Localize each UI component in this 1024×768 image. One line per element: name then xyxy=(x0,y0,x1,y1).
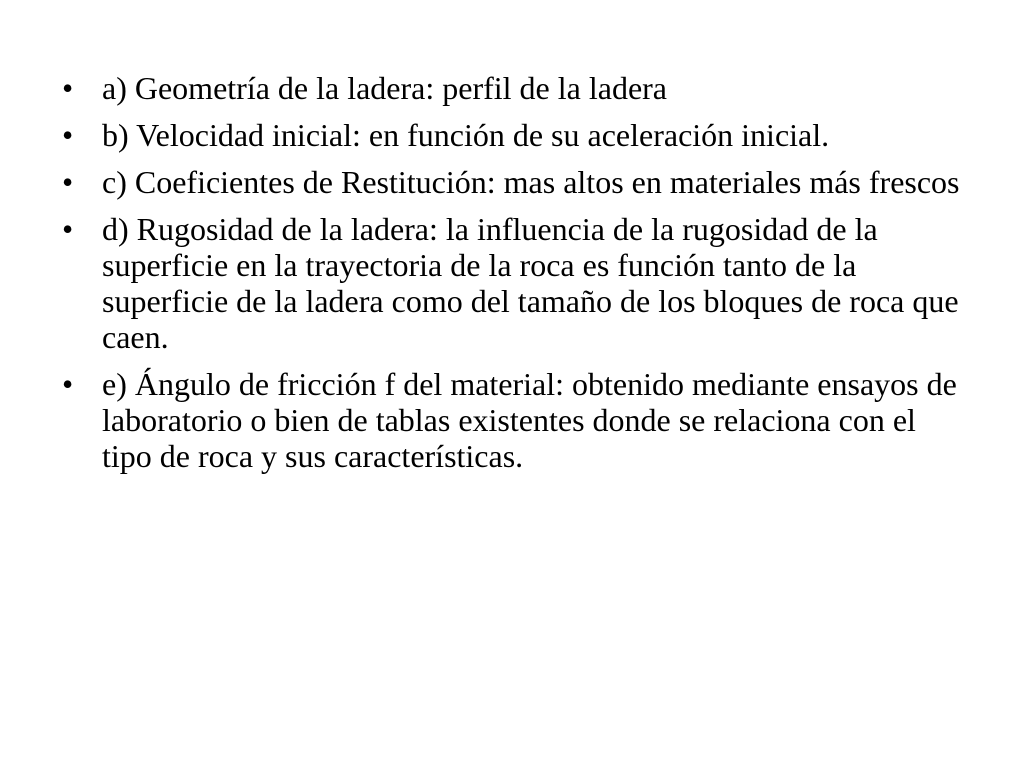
list-item-d xyxy=(62,211,962,355)
bullet-icon: • xyxy=(62,211,74,247)
bullet-icon: • xyxy=(62,164,74,200)
list-item-text: c) Coeficientes de Restitución: mas altos en materiales más frescos xyxy=(102,164,960,200)
list-item-c xyxy=(62,164,962,200)
list-item-text: d) Rugosidad de la ladera: la influencia de la rugosidad de la superficie en la trayectoria de la roca es función tanto de la superficie de la ladera como del tamaño de los bloques de roca que caen. xyxy=(102,211,959,355)
bullet-icon: • xyxy=(62,70,74,106)
list-item-b xyxy=(62,117,962,153)
list-item-text: e) Ángulo de fricción f del material: obtenido mediante ensayos de laboratorio o bien de tablas existentes donde se relaciona con el tipo de roca y sus características. xyxy=(102,366,957,474)
list-item-a xyxy=(62,70,962,106)
list-item-e xyxy=(62,366,962,474)
list-item-text: a) Geometría de la ladera: perfil de la ladera xyxy=(102,70,667,106)
bullet-icon: • xyxy=(62,117,74,153)
bullet-list xyxy=(62,70,962,485)
bullet-icon: • xyxy=(62,366,74,402)
list-item-text: b) Velocidad inicial: en función de su aceleración inicial. xyxy=(102,117,830,153)
